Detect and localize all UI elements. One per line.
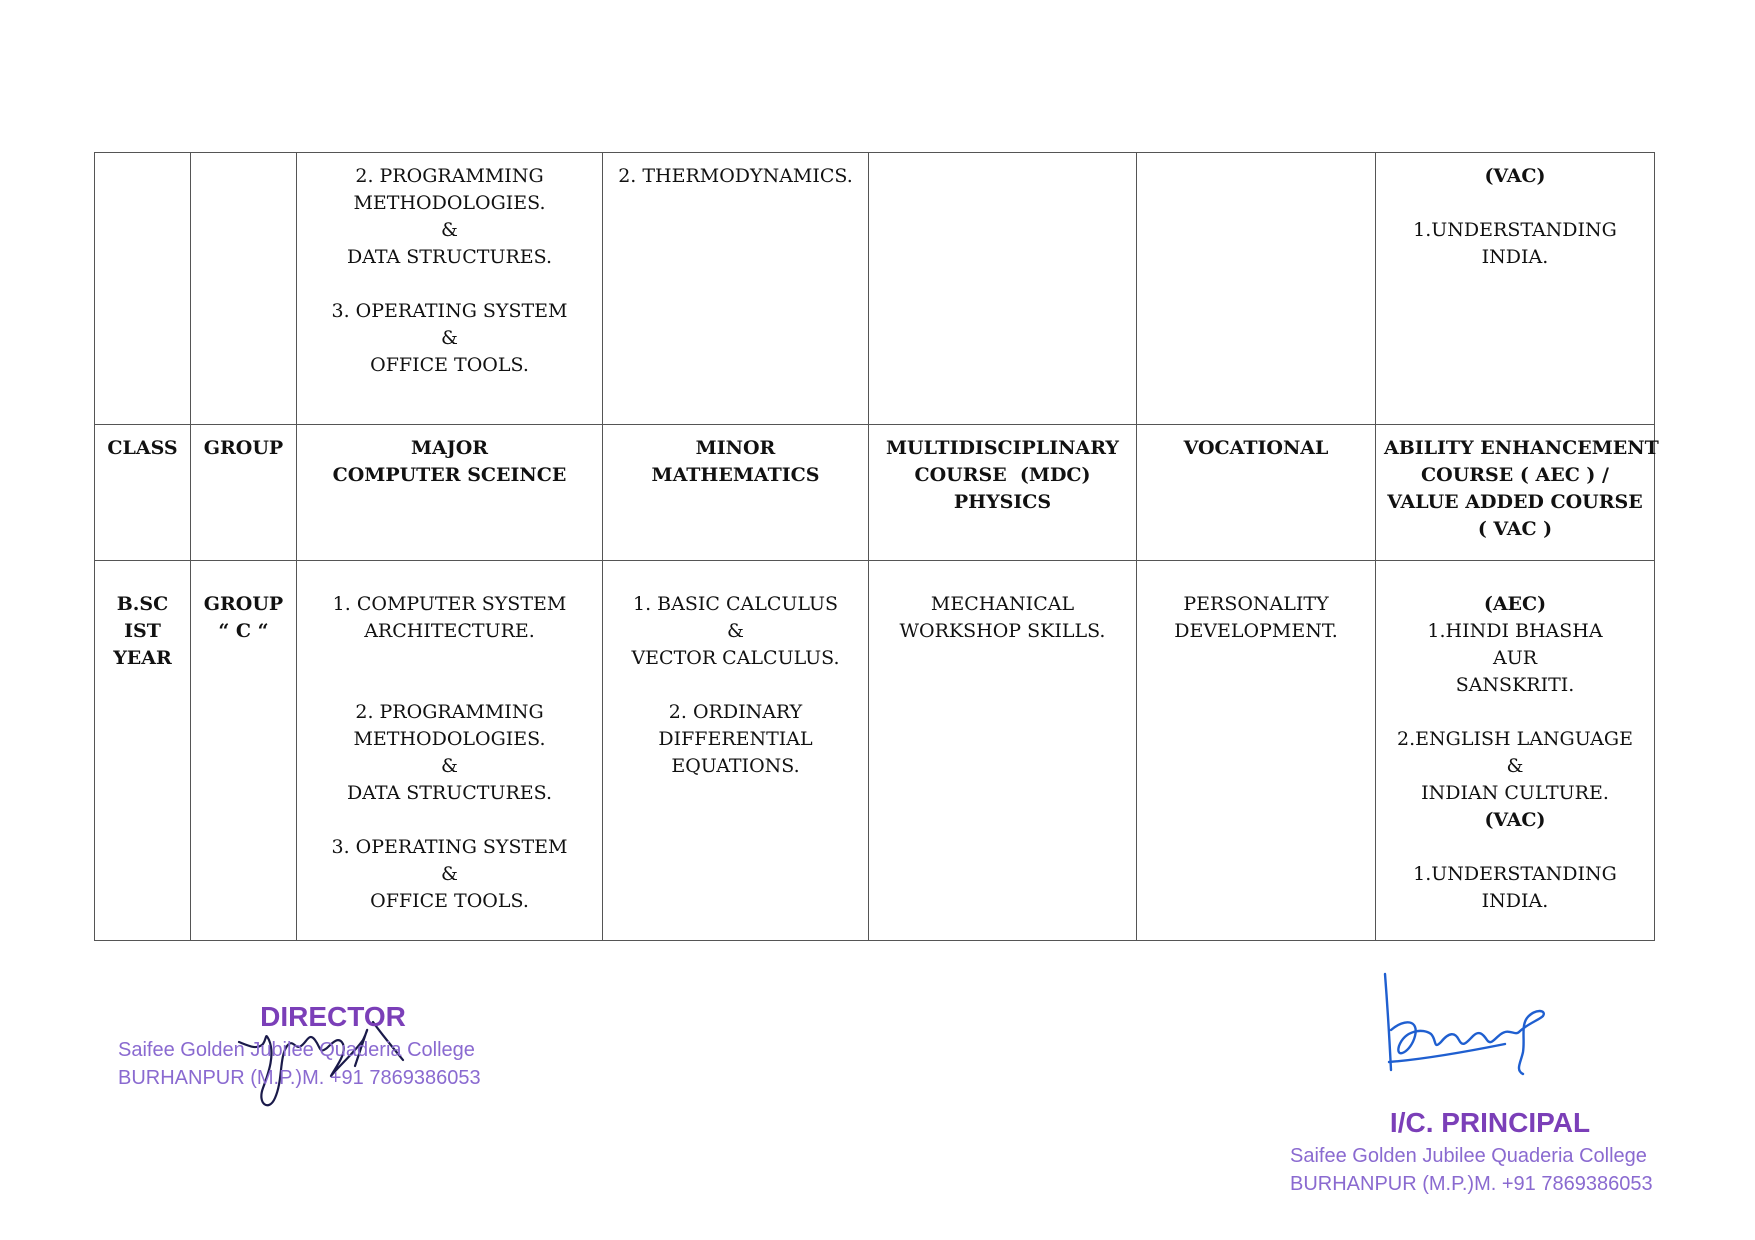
header-mdc-line: COURSE (MDC) [914, 464, 1091, 486]
principal-title: I/C. PRINCIPAL [1389, 1107, 1591, 1138]
aec-heading: (AEC) [1483, 593, 1547, 615]
major-line: 3. OPERATING SYSTEM [331, 836, 568, 858]
major-line: METHODOLOGIES. [353, 728, 546, 750]
cell-vocational [1137, 561, 1376, 941]
cell-major [297, 561, 603, 941]
cell-minor-continued [603, 153, 869, 425]
major-line: METHODOLOGIES. [353, 192, 546, 214]
header-major-line: COMPUTER SCEINCE [332, 464, 567, 486]
aec-line: SANSKRITI. [1455, 674, 1575, 696]
major-line: ARCHITECTURE. [364, 620, 535, 642]
minor-line: 2. THERMODYNAMICS. [618, 165, 853, 187]
header-aec [1376, 425, 1659, 561]
header-group [191, 425, 297, 561]
cell-minor [603, 561, 869, 941]
aec-line: 2.ENGLISH LANGUAGE [1397, 728, 1633, 750]
vocational-line: PERSONALITY [1183, 593, 1329, 615]
minor-line: 2. ORDINARY [668, 701, 803, 723]
group-line: GROUP [203, 593, 284, 615]
major-line: & [441, 327, 458, 349]
minor-line: 1. BASIC CALCULUS [633, 593, 838, 615]
aec-line: 1.UNDERSTANDING [1413, 219, 1617, 241]
vac-heading: (VAC) [1484, 165, 1546, 187]
major-line: & [441, 755, 458, 777]
vocational-line: DEVELOPMENT. [1174, 620, 1338, 642]
cell-vocational-empty [1137, 153, 1376, 425]
class-line: YEAR [113, 647, 172, 669]
aec-line: AUR [1492, 647, 1538, 669]
director-college: Saifee Golden Jubilee Quaderia College [118, 1039, 475, 1061]
table-header-row [95, 425, 1655, 561]
cell-group-empty [191, 153, 297, 425]
cell-class [95, 561, 191, 941]
header-aec-line: VALUE ADDED COURSE [1387, 491, 1643, 513]
major-line: OFFICE TOOLS. [370, 354, 529, 376]
group-line: “ C “ [218, 620, 269, 642]
minor-line: & [727, 620, 744, 642]
cell-mdc [869, 561, 1137, 941]
header-minor [603, 425, 869, 561]
class-line: B.SC [116, 593, 169, 615]
minor-line: EQUATIONS. [671, 755, 800, 777]
major-line: OFFICE TOOLS. [370, 890, 529, 912]
major-line: 2. PROGRAMMING [355, 165, 544, 187]
header-vocational-label: VOCATIONAL [1183, 437, 1329, 459]
major-line: 2. PROGRAMMING [355, 701, 544, 723]
header-mdc-line: MULTIDISCIPLINARY [886, 437, 1119, 459]
header-vocational [1137, 425, 1376, 561]
aec-line: & [1506, 755, 1524, 777]
course-table [94, 152, 1659, 941]
major-line: DATA STRUCTURES. [346, 782, 553, 804]
director-stamp [118, 1000, 548, 1092]
major-line: & [441, 219, 458, 241]
aec-line: 1.HINDI BHASHA [1427, 620, 1603, 642]
cell-class-empty [95, 153, 191, 425]
header-mdc [869, 425, 1137, 561]
major-line: 1. COMPUTER SYSTEM [332, 593, 567, 615]
major-line: 3. OPERATING SYSTEM [331, 300, 568, 322]
header-minor-line: MATHEMATICS [651, 464, 820, 486]
header-major [297, 425, 603, 561]
cell-aec-continued [1376, 153, 1655, 425]
vac-heading: (VAC) [1484, 809, 1546, 831]
table-row-continuation [95, 153, 1655, 425]
cell-major-continued [297, 153, 603, 425]
principal-address: BURHANPUR (M.P.)M. +91 7869386053 [1290, 1173, 1653, 1195]
cell-aec [1376, 561, 1655, 941]
header-aec-line: ABILITY ENHANCEMENT [1384, 437, 1659, 459]
header-mdc-line: PHYSICS [953, 491, 1052, 513]
header-major-line: MAJOR [410, 437, 489, 459]
table-row-bsc-group-c [95, 561, 1655, 941]
header-aec-line: ( VAC ) [1477, 518, 1553, 540]
header-minor-line: MINOR [695, 437, 776, 459]
cell-mdc-empty [869, 153, 1137, 425]
header-aec-line: COURSE ( AEC ) / [1421, 464, 1609, 486]
cell-group [191, 561, 297, 941]
major-line: & [441, 863, 458, 885]
aec-line: INDIA. [1481, 246, 1549, 268]
vac-line: 1.UNDERSTANDING [1413, 863, 1617, 885]
principal-stamp [1290, 1106, 1730, 1198]
header-class [95, 425, 191, 561]
header-group-label: GROUP [203, 437, 284, 459]
minor-line: DIFFERENTIAL [658, 728, 813, 750]
mdc-line: MECHANICAL [930, 593, 1075, 615]
principal-college: Saifee Golden Jubilee Quaderia College [1290, 1145, 1647, 1167]
director-address: BURHANPUR (M.P.)M. +91 7869386053 [118, 1067, 481, 1089]
major-line: DATA STRUCTURES. [346, 246, 553, 268]
director-title: DIRECTOR [260, 1001, 406, 1032]
aec-line: INDIAN CULTURE. [1421, 782, 1609, 804]
vac-line: INDIA. [1481, 890, 1549, 912]
header-class-label: CLASS [107, 437, 178, 459]
minor-line: VECTOR CALCULUS. [631, 647, 840, 669]
principal-signature [1375, 970, 1555, 1090]
mdc-line: WORKSHOP SKILLS. [899, 620, 1106, 642]
class-line: IST [124, 620, 161, 642]
